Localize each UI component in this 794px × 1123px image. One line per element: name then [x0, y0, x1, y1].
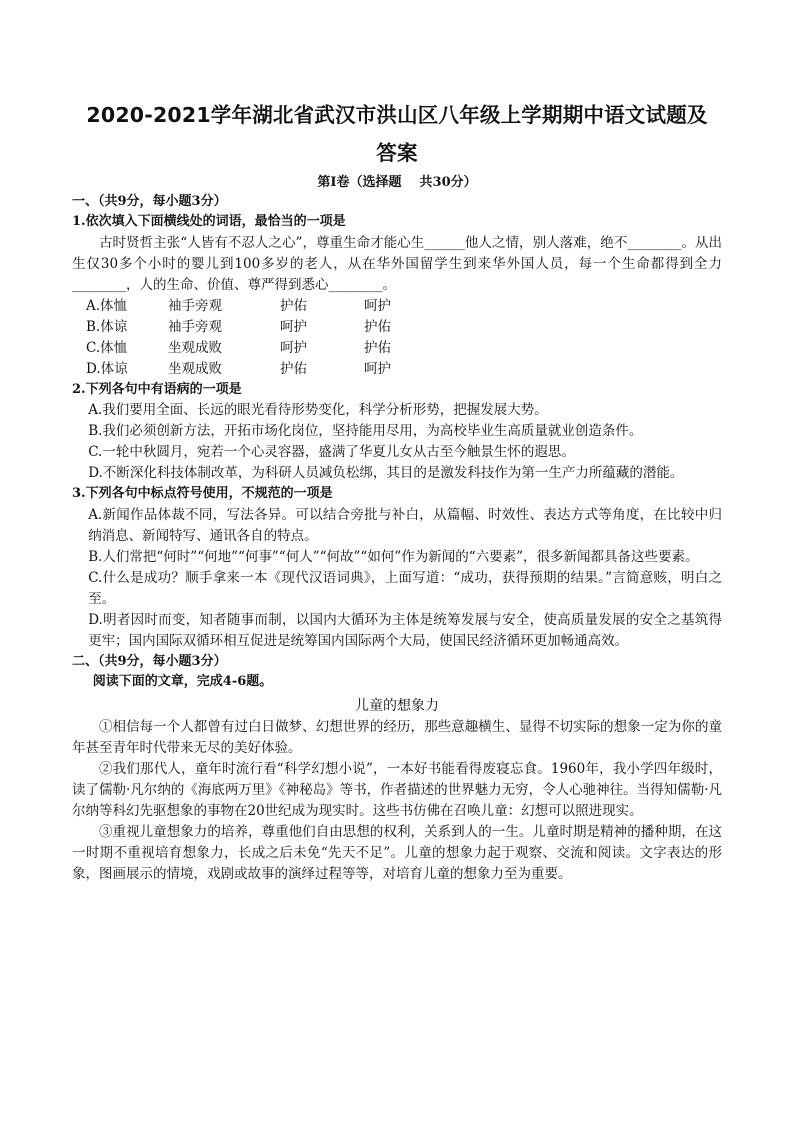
option-letter-word: A.体恤 [86, 297, 128, 314]
question-3-option-a: A.新闻作品体裁不同，写法各异。可以结合旁批与补白，从篇幅、时效性、表达方式等角度，在比较中归纳消息、新闻特写、通讯各自的特点。 [88, 506, 722, 544]
option-word: 呵护 [364, 360, 391, 377]
question-3-option-c: C.什么是成功？顺手拿来一本《现代汉语词典》，上面写道：“成功，获得预期的结果。”言简意赅，明白之至。 [88, 569, 722, 607]
reading-instruction: 阅读下面的文章，完成4-6题。 [92, 673, 273, 689]
article-paragraph: ①相信每一个人都曾有过白日做梦、幻想世界的经历，那些意趣横生、显得不切实际的想象一定为你的童年甚至青年时代带来无尽的美好体验。 [72, 718, 722, 756]
option-word: 呵护 [280, 318, 307, 335]
option-letter-word: D.体谅 [86, 360, 128, 377]
article-title: 儿童的想象力 [355, 697, 439, 714]
title-line-1: 2020-2021学年湖北省武汉市洪山区八年级上学期期中语文试题及 [86, 103, 708, 127]
option-row [72, 317, 722, 338]
option-word: 坐观成败 [168, 360, 222, 377]
section-heading-1: 一、（共9分，每小题3分） [72, 194, 227, 209]
question-2-option-a: A.我们要用全面、长远的眼光看待形势变化，科学分析形势，把握发展大势。 [88, 402, 548, 418]
question-3-option-b: B.人们常把“何时”“何地”“何事”“何人”“何故”“如何”作为新闻的“六要素”，很多新闻都具备这些要素。 [88, 548, 699, 565]
option-word: 护佑 [280, 360, 307, 377]
question-3-option-d: D.明者因时而变，知者随事而制，以国内大循环为主体是统筹发展与安全，使高质量发展的安全之基筑得更牢；国内国际双循环相互促进是统筹国内国际两个大局，使国民经济循环更加畅通高效。 [88, 611, 722, 649]
section-heading-2: 二、（共9分，每小题3分） [72, 653, 227, 669]
option-word: 坐观成败 [168, 339, 222, 356]
option-letter-word: C.体恤 [86, 339, 128, 356]
option-word: 袖手旁观 [168, 297, 222, 314]
document-page [72, 96, 722, 885]
question-1-stem: 1.依次填入下面横线处的词语，最恰当的一项是 [72, 214, 346, 229]
option-word: 呵护 [280, 339, 307, 356]
option-word: 袖手旁观 [168, 318, 222, 335]
title-line-2: 答案 [376, 141, 418, 165]
article-paragraph: ③重视儿童想象力的培养，尊重他们自由思想的权利，关系到人的一生。儿童时期是精神的播种期，在这一时期不重视培育想象力，长成之后未免“先天不足”。儿童的想象力起于观察、交流和阅读。文字表达的形象，图画展示的情境，戏剧或故事的演绎过程等等，对培育儿童的想象力至为重要。 [72, 823, 722, 882]
question-2-option-c: C.一轮中秋圆月，宛若一个心灵容器，盛满了华夏儿女从古至今触景生怀的遐思。 [88, 444, 575, 460]
question-1-options [72, 296, 722, 380]
option-word: 护佑 [364, 339, 391, 356]
volume-heading: 第Ⅰ卷（选择题 共30分） [317, 175, 477, 190]
article-paragraph: ②我们那代人，童年时流行看“科学幻想小说”，一本好书能看得废寝忘食。1960年，我小学四年级时，读了儒勒·凡尔纳的《海底两万里》《神秘岛》等书，作者描述的世界魅力无穷，令人心驰神往。当得知儒勒·凡尔纳等科幻先驱想象的事物在20世纪成为现实时。这些书仿佛在召唤儿童：幻想可以照进现实。 [72, 760, 722, 819]
option-word: 呵护 [364, 297, 391, 314]
question-2-stem: 2.下列各句中有语病的一项是 [72, 381, 242, 397]
option-word: 护佑 [280, 297, 307, 314]
question-2-option-d: D.不断深化科技体制改革，为科研人员减负松绑，其目的是激发科技作为第一生产力所蕴藏的潜能。 [88, 465, 684, 481]
document-title [72, 96, 722, 172]
option-letter-word: B.体谅 [86, 318, 128, 335]
option-row [72, 359, 722, 380]
question-3-stem: 3.下列各句中标点符号使用，不规范的一项是 [72, 486, 333, 501]
question-2-option-b: B.我们必须创新方法，开拓市场化岗位，坚持能用尽用，为高校毕业生高质量就业创造条件。 [88, 423, 643, 439]
option-row [72, 338, 722, 359]
option-row [72, 296, 722, 317]
question-1-passage: 古时贤哲主张“人皆有不忍人之心”，尊重生命才能心生______他人之情，别人落难，绝不________。从出生仅30多个小时的婴儿到100多岁的老人，从在华外国留学生到来华外国人员，每一个生命都得到全力________，人的生命、价值、尊严得到悉心________。 [72, 234, 722, 293]
option-word: 护佑 [364, 318, 391, 335]
